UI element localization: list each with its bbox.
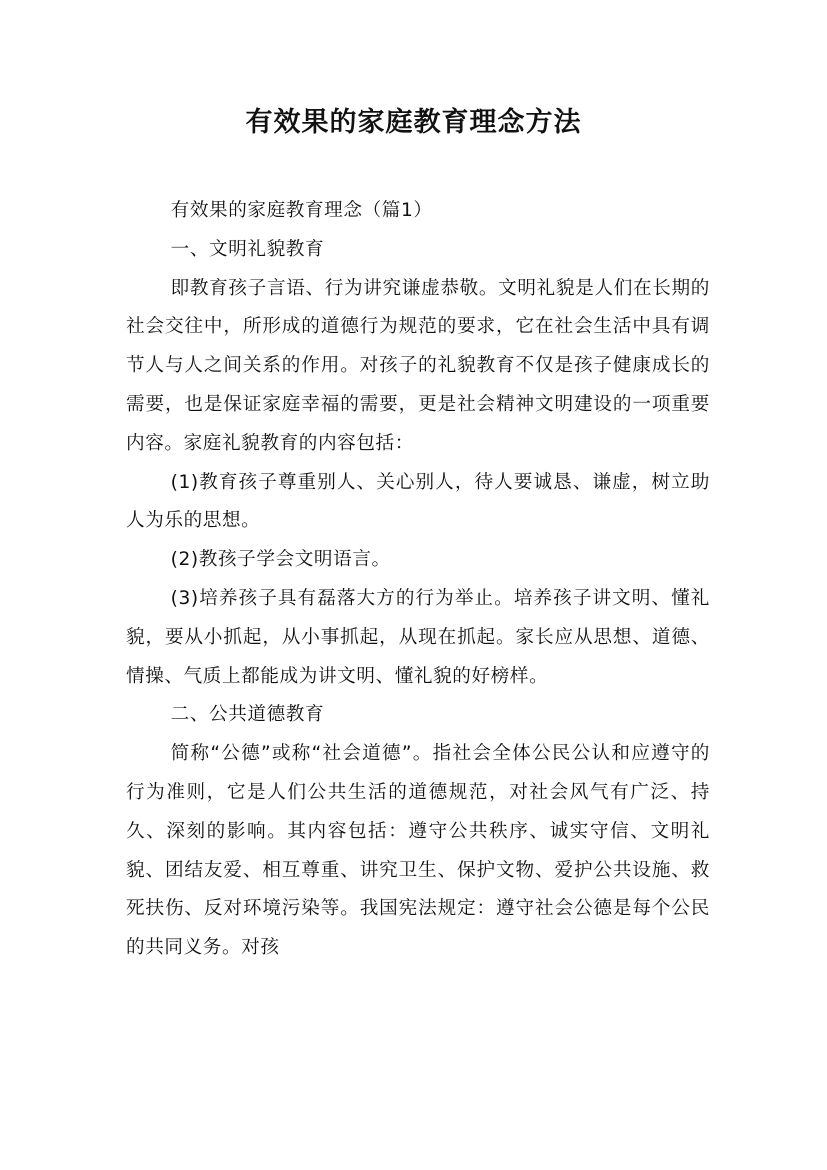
list-item: (3)培养孩子具有磊落大方的行为举止。培养孩子讲文明、懂礼貌，要从小抓起，从小事抓起，从现在抓起。家长应从思想、道德、情操、气质上都能成为讲文明、懂礼貌的好榜样。 — [126, 587, 710, 687]
list-item: (1)教育孩子尊重别人、关心别人，待人要诚恳、谦虚，树立助人为乐的思想。 — [126, 471, 710, 532]
subsection-heading: 一、文明礼貌教育 — [170, 238, 325, 260]
body-paragraph: 简称“公德”或称“社会道德”。指社会全体公民公认和应遵守的行为准则，它是人们公共生活的道德规范，对社会风气有广泛、持久、深刻的影响。其内容包括：遵守公共秩序、诚实守信、文明礼貌、团结友爱、相互尊重、讲究卫生、保护文物、爱护公共设施、救死扶伤、反对环境污染等。我国宪法规定：遵守社会公德是每个公民的共同义务。对孩 — [126, 743, 710, 959]
document-title: 有效果的家庭教育理念方法 — [245, 107, 582, 138]
list-item: (2)教孩子学会文明语言。 — [170, 549, 391, 571]
section-heading: 有效果的家庭教育理念（篇1） — [170, 200, 433, 221]
body-paragraph: 即教育孩子言语、行为讲究谦虚恭敬。文明礼貌是人们在长期的社会交往中，所形成的道德行为规范的要求，它在社会生活中具有调节人与人之间关系的作用。对孩子的礼貌教育不仅是孩子健康成长的需要，也是保证家庭幸福的需要，更是社会精神文明建设的一项重要内容。家庭礼貌教育的内容包括： — [126, 277, 710, 454]
subsection-heading: 二、公共道德教育 — [170, 704, 325, 726]
document-body — [126, 192, 710, 968]
